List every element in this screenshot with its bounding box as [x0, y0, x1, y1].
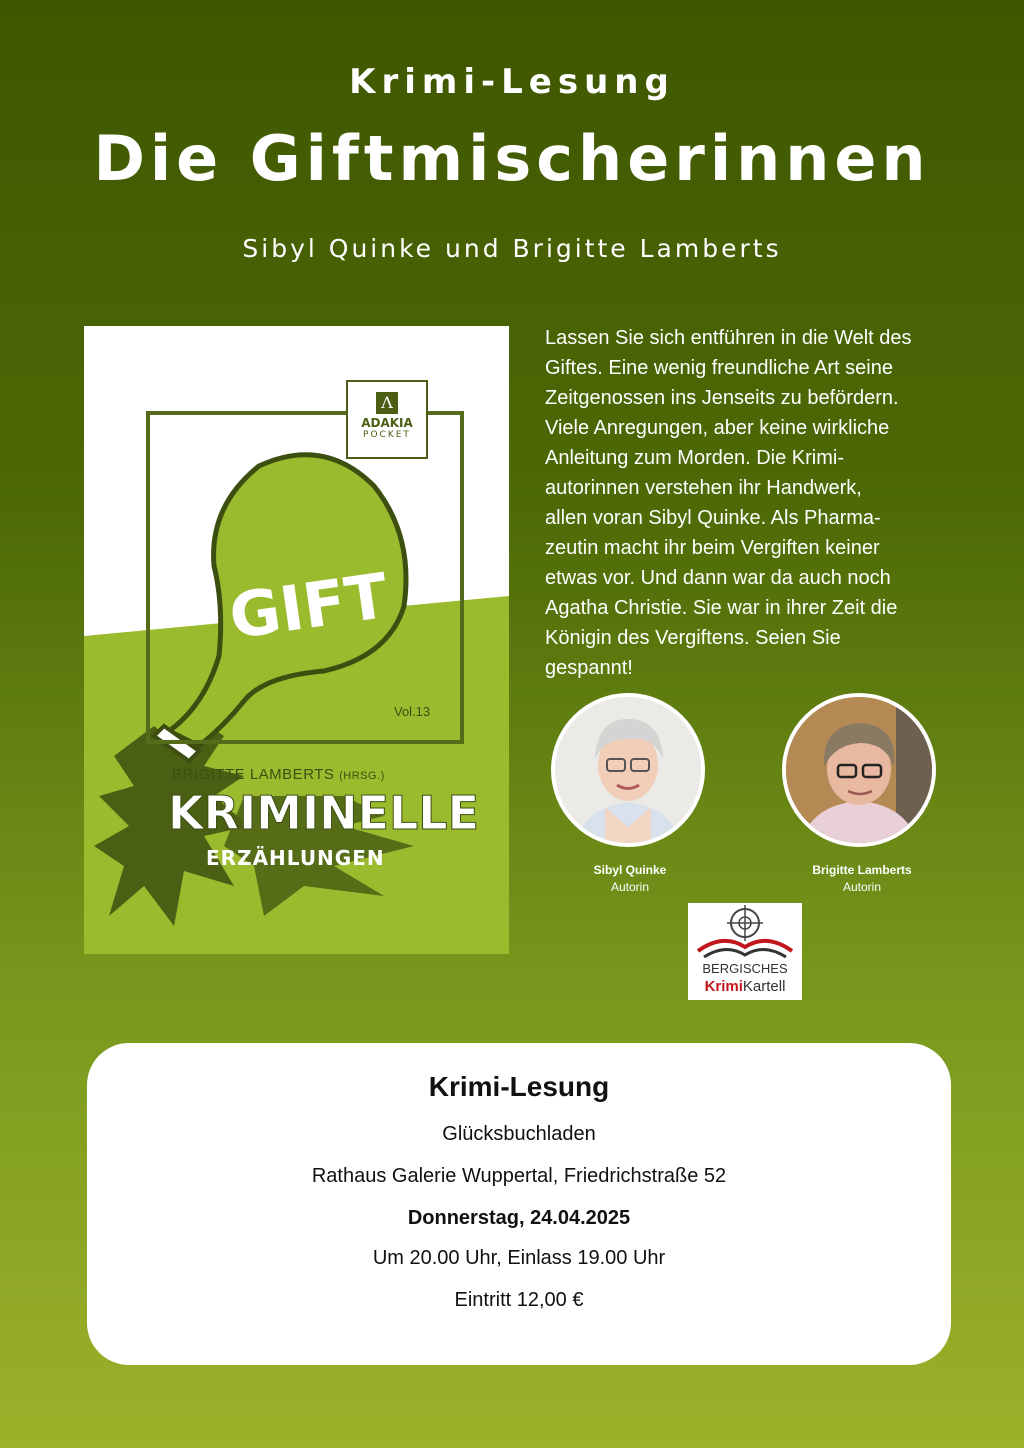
publisher-series: POCKET	[363, 430, 411, 440]
description-line: Giftes. Eine wenig freundliche Art seine	[545, 357, 893, 379]
publisher-glyph: Λ	[376, 392, 398, 414]
description-line: zeutin macht ihr beim Vergiften keiner	[545, 537, 880, 559]
description-line: etwas vor. Und dann war da auch noch	[545, 567, 891, 589]
caption-name: Sibyl Quinke	[593, 863, 667, 877]
logo-line1: BERGISCHES	[702, 961, 788, 976]
portrait-illustration	[786, 697, 932, 843]
authors-subtitle: Sibyl Quinke und Brigitte Lamberts	[242, 234, 782, 263]
caption-sibyl-quinke	[530, 862, 730, 896]
portrait-brigitte-lamberts	[782, 693, 936, 847]
logo-line2-red: Krimi	[704, 978, 743, 995]
event-time: Um 20.00 Uhr, Einlass 19.00 Uhr	[372, 1247, 666, 1269]
cover-frame	[146, 411, 464, 744]
event-admission: Eintritt 12,00 €	[454, 1289, 584, 1311]
event-heading: Krimi-Lesung	[428, 1071, 610, 1102]
cover-title-sub: ERZÄHLUNGEN	[206, 846, 385, 870]
cover-author-name: BRIGITTE LAMBERTS	[172, 766, 335, 783]
caption-brigitte-lamberts	[762, 862, 962, 896]
cover-author-suffix: (HRSG.)	[339, 770, 385, 782]
description-line: gespannt!	[545, 657, 633, 679]
publisher-name: ADAKIA	[361, 416, 413, 430]
event-venue: Glücksbuchladen	[442, 1123, 596, 1145]
description-line: Zeitgenossen ins Jenseits zu befördern.	[545, 387, 899, 409]
description-line: Königin des Vergiftens. Seien Sie	[545, 627, 841, 649]
logo-line2-rest: Kartell	[742, 978, 786, 995]
description-line: Agatha Christie. Sie war in ihrer Zeit die	[545, 597, 898, 619]
description-line: allen voran Sibyl Quinke. Als Pharma-	[545, 507, 881, 529]
crosshair-book-icon	[688, 903, 802, 961]
event-address: Rathaus Galerie Wuppertal, Friedrichstraße 52	[311, 1165, 727, 1187]
publisher-logo	[346, 380, 428, 459]
bergisches-krimikartell-logo	[688, 903, 802, 1000]
portrait-illustration	[555, 697, 701, 843]
logo-line2	[688, 978, 802, 995]
event-info-box	[87, 1043, 951, 1365]
svg-text:GIFT: GIFT	[224, 558, 393, 654]
description-line: autorinnen verstehen ihr Handwerk,	[545, 477, 862, 499]
volume-number: Vol.13	[394, 704, 431, 719]
description	[545, 323, 965, 683]
portrait-sibyl-quinke	[551, 693, 705, 847]
cover-title-main: KRIMINELLE	[168, 786, 480, 840]
pre-title: Krimi-Lesung	[349, 62, 675, 102]
caption-role: Autorin	[610, 880, 650, 894]
book-cover	[84, 326, 509, 954]
event-date: Donnerstag, 24.04.2025	[407, 1207, 631, 1229]
page-title: Die Giftmischerinnen	[93, 122, 931, 195]
description-line: Anleitung zum Morden. Die Krimi-	[545, 447, 844, 469]
cover-author	[172, 766, 385, 783]
caption-role: Autorin	[842, 880, 882, 894]
caption-name: Brigitte Lamberts	[812, 863, 912, 877]
description-line: Lassen Sie sich entführen in die Welt des	[545, 327, 912, 349]
description-line: Viele Anregungen, aber keine wirkliche	[545, 417, 890, 439]
